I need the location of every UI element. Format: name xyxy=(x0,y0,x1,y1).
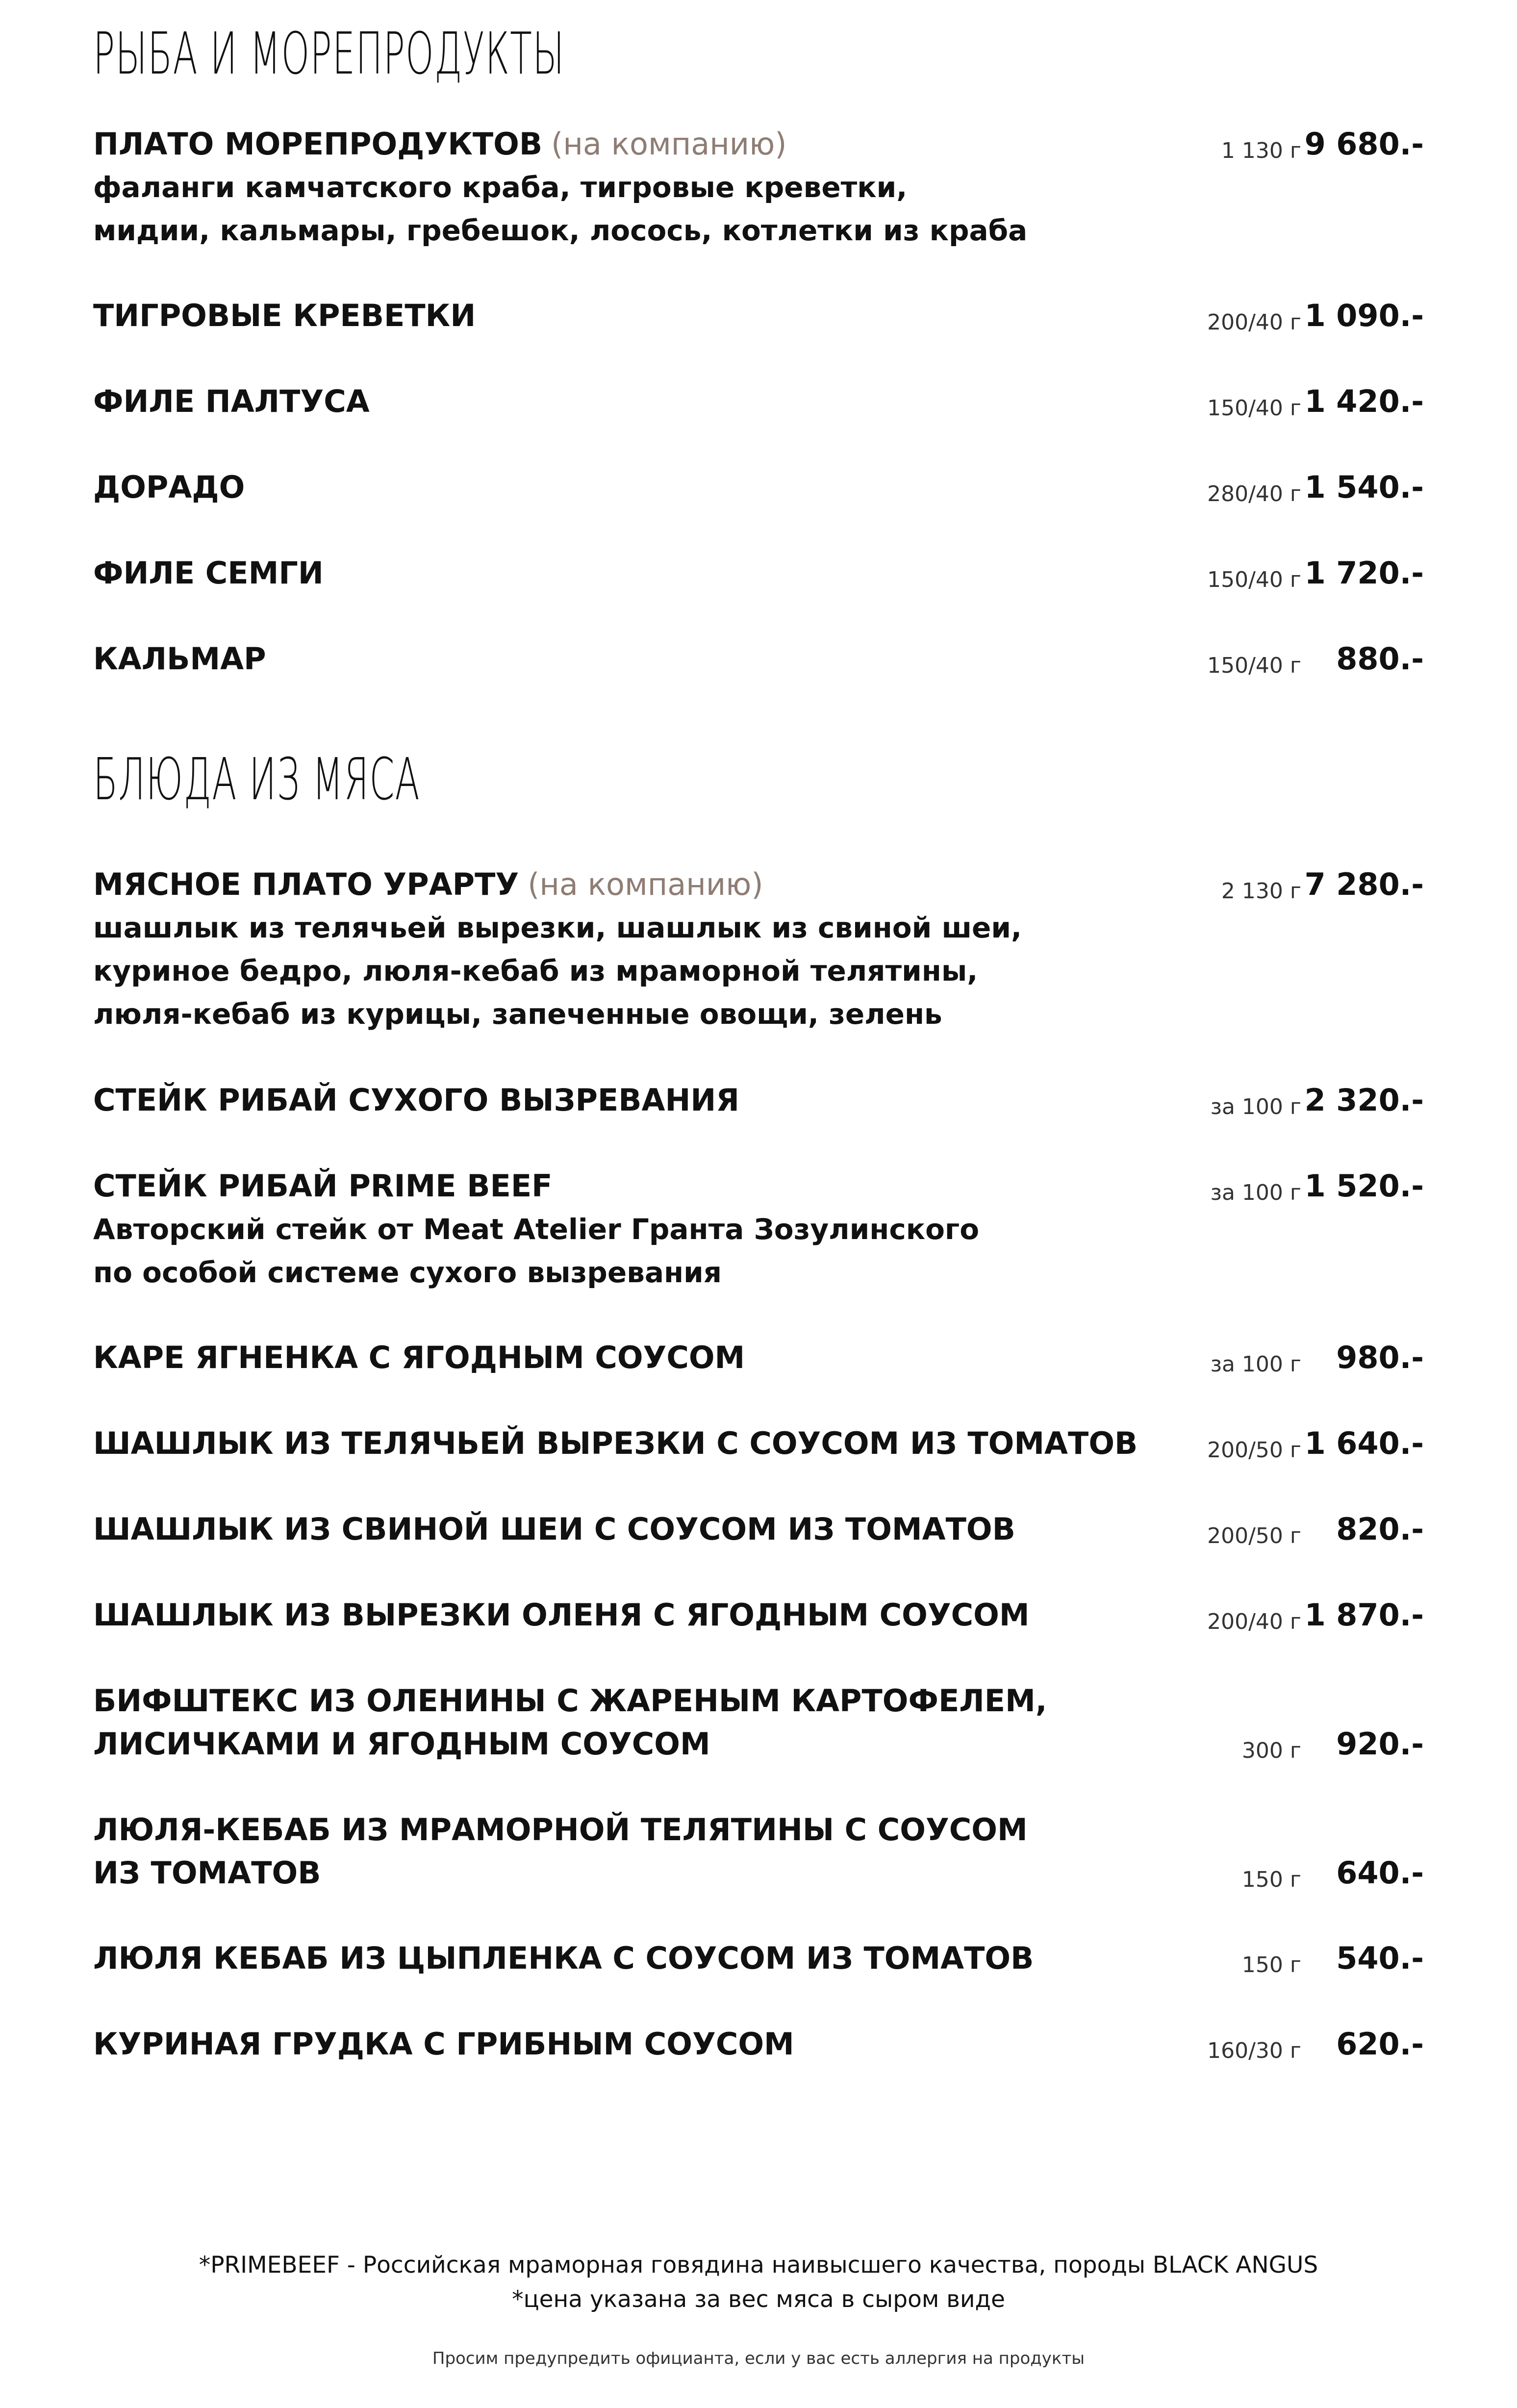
item-price: 1 640.- xyxy=(1304,1425,1424,1461)
item-weight: 150/40 г xyxy=(1207,396,1301,421)
item-weight: 160/30 г xyxy=(1207,2038,1301,2063)
item-name: СТЕЙК РИБАЙ СУХОГО ВЫЗРЕВАНИЯ xyxy=(93,1082,740,1118)
item-name: ПЛАТО МОРЕПРОДУКТОВ (на компанию) xyxy=(93,126,787,162)
item-name-line-2: ЛИСИЧКАМИ И ЯГОДНЫМ СОУСОМ xyxy=(93,1726,710,1762)
item-name: ШАШЛЫК ИЗ СВИНОЙ ШЕИ С СОУСОМ ИЗ ТОМАТОВ xyxy=(93,1511,1015,1547)
menu-item-chicken-lula-kebab xyxy=(93,1937,1424,1981)
item-price: 1 720.- xyxy=(1304,555,1424,591)
item-name: КАРЕ ЯГНЕНКА С ЯГОДНЫМ СОУСОМ xyxy=(93,1340,745,1375)
item-name: ЛЮЛЯ КЕБАБ ИЗ ЦЫПЛЕНКА С СОУСОМ ИЗ ТОМАТОВ xyxy=(93,1940,1034,1976)
item-price: 820.- xyxy=(1336,1511,1424,1547)
item-weight: за 100 г xyxy=(1210,1352,1301,1377)
menu-item-chicken-breast xyxy=(93,2023,1424,2067)
item-name: ФИЛЕ ПАЛТУСА xyxy=(93,383,370,419)
item-name: ТИГРОВЫЕ КРЕВЕТКИ xyxy=(93,298,476,333)
footer-note-raw-weight: *цена указана за вес мяса в сыром виде xyxy=(512,2286,1005,2313)
item-price: 9 680.- xyxy=(1304,126,1424,162)
item-note: (на компанию) xyxy=(551,126,787,162)
item-price: 7 280.- xyxy=(1304,866,1424,902)
item-name: ФИЛЕ СЕМГИ xyxy=(93,555,324,591)
item-name: СТЕЙК РИБАЙ PRIME BEEF xyxy=(93,1168,553,1204)
menu-item-halibut xyxy=(93,380,1424,424)
item-weight: 1 130 г xyxy=(1221,138,1301,163)
item-price: 1 870.- xyxy=(1304,1597,1424,1633)
item-weight: 150/40 г xyxy=(1207,653,1301,678)
item-price: 980.- xyxy=(1336,1340,1424,1375)
item-weight: 300 г xyxy=(1241,1738,1301,1763)
section-title-seafood: РЫБА И МОРЕПРОДУКТЫ xyxy=(93,20,565,87)
menu-item-tiger-prawns xyxy=(93,294,1424,338)
menu-item-pork-shashlik xyxy=(93,1508,1424,1552)
item-weight: за 100 г xyxy=(1210,1180,1301,1205)
menu-item-venison-steak xyxy=(93,1679,1424,1768)
item-price: 540.- xyxy=(1336,1940,1424,1976)
item-description-line: фаланги камчатского краба, тигровые креветки, xyxy=(93,171,908,204)
item-note: (на компанию) xyxy=(528,866,763,902)
menu-item-dorado xyxy=(93,466,1424,510)
item-price: 1 090.- xyxy=(1304,298,1424,333)
menu-item-meat-platter xyxy=(93,863,1424,1031)
item-description-line: куриное бедро, люля-кебаб из мраморной телятины, xyxy=(93,954,978,988)
footer-note-primebeef: *PRIMEBEEF - Российская мраморная говядина наивысшего качества, породы BLACK ANGUS xyxy=(199,2252,1318,2279)
item-price: 920.- xyxy=(1336,1726,1424,1762)
item-name: КУРИНАЯ ГРУДКА С ГРИБНЫМ СОУСОМ xyxy=(93,2026,794,2062)
menu-item-squid xyxy=(93,637,1424,682)
item-weight: 200/40 г xyxy=(1207,310,1301,335)
item-price: 1 420.- xyxy=(1304,383,1424,419)
item-price: 640.- xyxy=(1336,1855,1424,1891)
item-description-line: по особой системе сухого вызревания xyxy=(93,1256,722,1289)
item-description-line: люля-кебаб из курицы, запеченные овощи, зелень xyxy=(93,997,942,1031)
item-name-line-2: ИЗ ТОМАТОВ xyxy=(93,1855,321,1891)
item-weight: 2 130 г xyxy=(1221,879,1301,904)
item-price: 2 320.- xyxy=(1304,1082,1424,1118)
item-name: ЛЮЛЯ-КЕБАБ ИЗ МРАМОРНОЙ ТЕЛЯТИНЫ С СОУСОМ xyxy=(93,1812,1028,1848)
item-weight: 150 г xyxy=(1241,1867,1301,1892)
item-name: ШАШЛЫК ИЗ ТЕЛЯЧЬЕЙ ВЫРЕЗКИ С СОУСОМ ИЗ ТОМАТОВ xyxy=(93,1425,1138,1461)
item-name: МЯСНОЕ ПЛАТО УРАРТУ (на компанию) xyxy=(93,866,763,902)
item-price: 880.- xyxy=(1336,641,1424,677)
item-name: КАЛЬМАР xyxy=(93,641,266,677)
menu-item-lamb-rack xyxy=(93,1336,1424,1380)
item-weight: 200/50 г xyxy=(1207,1438,1301,1463)
item-weight: 200/50 г xyxy=(1207,1523,1301,1548)
item-price: 1 540.- xyxy=(1304,469,1424,505)
item-weight: 150 г xyxy=(1241,1952,1301,1977)
menu-item-salmon xyxy=(93,552,1424,596)
item-name: ДОРАДО xyxy=(93,469,245,505)
menu-item-ribeye-prime-beef xyxy=(93,1165,1424,1289)
item-price: 1 520.- xyxy=(1304,1168,1424,1204)
item-name: БИФШТЕКС ИЗ ОЛЕНИНЫ С ЖАРЕНЫМ КАРТОФЕЛЕМ, xyxy=(93,1683,1047,1719)
menu-item-seafood-platter xyxy=(93,123,1424,247)
item-weight: за 100 г xyxy=(1210,1094,1301,1119)
item-weight: 280/40 г xyxy=(1207,482,1301,507)
item-name: ШАШЛЫК ИЗ ВЫРЕЗКИ ОЛЕНЯ С ЯГОДНЫМ СОУСОМ xyxy=(93,1597,1030,1633)
item-price: 620.- xyxy=(1336,2026,1424,2062)
menu-item-veal-lula-kebab xyxy=(93,1808,1424,1897)
item-description-line: мидии, кальмары, гребешок, лосось, котлетки из краба xyxy=(93,214,1028,247)
footer-allergy-notice: Просим предупредить официанта, если у вас есть аллергия на продукты xyxy=(432,2349,1085,2368)
item-weight: 150/40 г xyxy=(1207,567,1301,592)
item-weight: 200/40 г xyxy=(1207,1609,1301,1634)
menu-item-veal-shashlik xyxy=(93,1422,1424,1466)
menu-item-ribeye-dry-aged xyxy=(93,1079,1424,1123)
section-title-meat: БЛЮДА ИЗ МЯСА xyxy=(93,745,420,813)
item-description-line: Авторский стейк от Meat Atelier Гранта Зозулинского xyxy=(93,1213,980,1246)
menu-item-venison-shashlik xyxy=(93,1594,1424,1638)
item-description-line: шашлык из телячьей вырезки, шашлык из свиной шеи, xyxy=(93,911,1022,944)
